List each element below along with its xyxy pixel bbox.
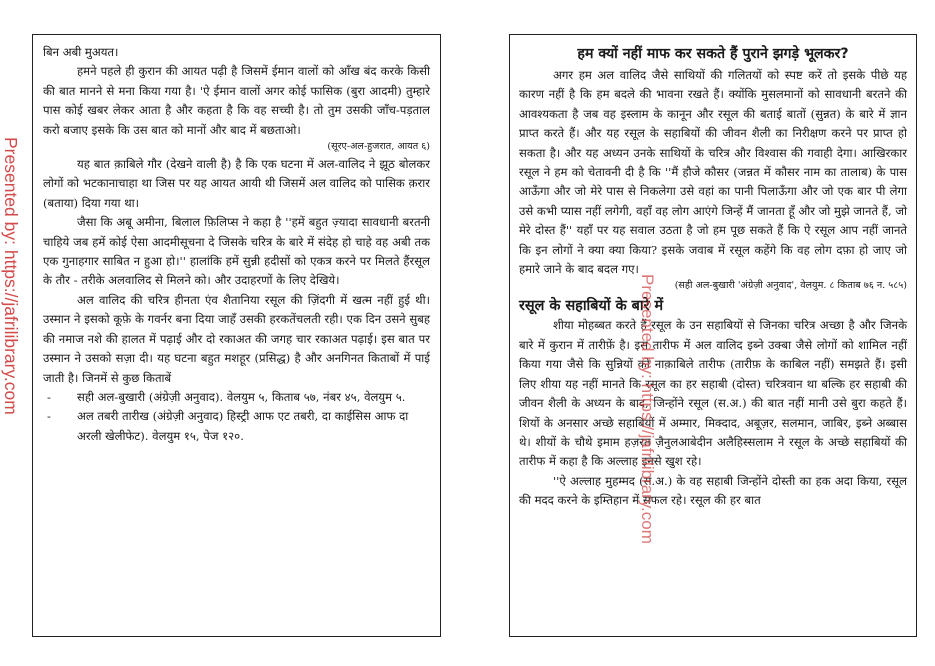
right-paragraph-2: शीया मोहब्बत करते हैं रसूल के उन सहाबियों से जिनका चरित्र अच्छा है और जिनके बारे में कुरान में तारीफ़ें है। इस तारीफ में अल वालिद इब्ने उक्बा जैसे लोगों को शामिल नहीं किया गया जैसे कि सुन्नियों को नाक़ाबिले तारीफ (तारीफ़ के काबिल नहीं) समझते हैं। इसी लिए शीया यह नहीं मानते कि रसूल का हर सहाबी (दोस्त) चरित्रवान था बल्कि हर सहाबी की जीवन शैली के अध्यन के बाद, जिन्होंने रसूल (स.अ.) की बात नहीं मानी उसे बुरा कहते हैं। शियों के अनसार अच्छे सहाबियों में अम्मार, मिक्दाद, अबूज़र, सलमान, जाबिर, इब्ने अब्बास थे। शीयों के चौथे इमाम हज़रत ज़ैनुलआबेदीन अलैहिस्सलाम ने रसूल के अच्छे सहाबियों की तारीफ में कहा है कि अल्लाह इनसे खुश रहे। bbox=[519, 318, 907, 469]
left-paragraph-4: जैसा कि अबू अमीना, बिलाल फ़िलिप्स ने कहा है ''हमें बहुत ज़्यादा सावधानी बरतनी चाहिये जब हमें कोई ऐसा आदमीसूचना दे जिसके चरित्र के बारे में संदेह हो चाहे वह अबी तक एक गुनाहगार साबित न हुआ हो।'' हालांकि हमें सुन्नी हदीसों को एकत्र करने पर मिलते हैंरसूल के तौर - तरीके अलवालिद से मिलने को। और उदाहरणों के लिए देखिये। bbox=[43, 215, 430, 288]
left-page bbox=[32, 34, 441, 637]
left-citation-1: (सूरए-अल-हुजरात, आयत ६) bbox=[327, 141, 430, 153]
right-paragraph-1: अगर हम अल वालिद जैसे साथियों की गलितयों को स्पष्ट करें तो इसके पीछे यह कारण नहीं है कि हम बदले की भावना रखते हैं। क्योंकि मुसलमानों को सावधानी बरतने की आवश्यकता है जब वह इस्लाम के कानून और रसूल की बताई बातों (सुन्नत) के बारे में ज्ञान प्राप्त करते हैं। और यह रसूल के सहाबियों की जीवन शैली का निरीक्षण करने पर प्राप्त हो सकता है। और यह अध्यन उनके साथियों के चरित्र और विश्वास की गवाही देगा। आखिरकार रसूल ने हम को चेतावनी दी है कि ''मैं हौजे कौसर (जन्नत में कौसर नाम का तालाब) के पास आऊँगा और जो मेरे पास से निकलेगा उसे वहां का पानी पिलाऊँगा और जो एक बार पी लेगा उसे कभी प्यास नहीं लगेगी, वहाँ वह लोग आएंगे जिन्हें मैं जानता हूँ और जो मुझे जानते हैं, जो मेरे दोस्त हैं'' यहाँ पर यह सवाल उठता है जो हम पूछ सकते हैं कि ऐ रसूल आप नहीं जानते कि इन लोगों ने क्या क्या किया? इसके जवाब में रसूल कहेंगे कि वह लोग दफ़ा हो जाए जो हमारे जाने के बाद बदल गए। bbox=[519, 68, 907, 277]
right-citation-1: (सही अल-बुखारी 'अंग्रेज़ी अनुवाद', वेलयुम. ८ किताब ७६ न. ५८५) bbox=[674, 280, 907, 292]
watermark-side-text: Presented by: https://jafrilibrary.com bbox=[1, 137, 21, 415]
left-paragraph-1: बिन अबी मुअयत। bbox=[43, 45, 119, 59]
reference-text: सही अल-बुखारी (अंग्रेज़ी अनुवाद). वेलयुम ५, किताब ५७, नंबर ४५, वेलयुम ५. bbox=[77, 389, 406, 404]
right-paragraph-3: ''ऐ अल्लाह मुहम्मद (स.अ.) के वह सहाबी जिन्होंने दोस्ती का हक अदा किया, रसूल की मदद करने के इम्तिहान में सफल रहे। रसूल की हर बात bbox=[519, 473, 907, 508]
reference-dash: - bbox=[47, 409, 51, 424]
reference-item bbox=[43, 388, 430, 407]
left-paragraph-2: हमने पहले ही कुरान की आयत पढ़ी है जिसमें ईमान वालों को आँख बंद करके किसी की बात मानने से मना किया गया है। 'ऐ ईमान वालों अगर कोई फासिक (बुरा आदमी) तुम्हारे पास कोई खबर लेकर आता है और कहता है कि वह सच्ची है। तो तुम उसकी जाँच-पड़ताल करो बजाए इसके कि उस बात को मानों और बाद में बछताओ। bbox=[43, 64, 430, 137]
left-paragraph-5: अल वालिद की चरित्र हीनता एंव शैतानिया रसूल की ज़िंदगी में खत्म नहीं हुई थी। उस्मान ने इसको कूफ़े के गवर्नर बना दिया जाहँ उसकी हरकतेंचलती रही। एक दिन उसने सुबह की नमाज नशे की हालत में पढ़ाई और दो रकाअत की जगह चार रकाअत पढ़ाई। इस बात पर उस्मान ने उसको सज़ा दी। यह घटना बहुत मशहूर (प्रसिद्ध) है और अनगिनत किताबों में पाई जाती है। जिनमें से कुछ किताबें bbox=[43, 292, 430, 385]
reference-list bbox=[43, 388, 430, 446]
watermark-center-text: Presented by: https://jafrilibrary.com bbox=[638, 274, 657, 544]
section-heading: रसूल के सहाबियों के बारे में bbox=[519, 298, 664, 315]
reference-item bbox=[43, 407, 430, 446]
left-paragraph-3: यह बात क़ाबिले गौर (देखने वाली है) है कि एक घटना में अल-वालिद ने झूठ बोलकर लोगों को भटकानाचाहा था जिस पर यह आयत आयी थी जिसमें अल वालिद को पासिक क़रार (बताया) दिया गया था। bbox=[43, 157, 430, 210]
reference-text: अल तबरी तारीख (अंग्रेज़ी अनुवाद) हिस्ट्री आफ एट तबरी, दा काईसिस आफ दा अरली खेलीफेट). वेलयुम १५, पेज १२०. bbox=[77, 409, 409, 443]
right-page bbox=[509, 34, 917, 637]
reference-dash: - bbox=[47, 389, 51, 404]
watermark-side bbox=[0, 0, 25, 661]
page-title: हम क्यों नहीं माफ कर सकते हैं पुराने झगड़े भूलकर? bbox=[577, 46, 849, 62]
